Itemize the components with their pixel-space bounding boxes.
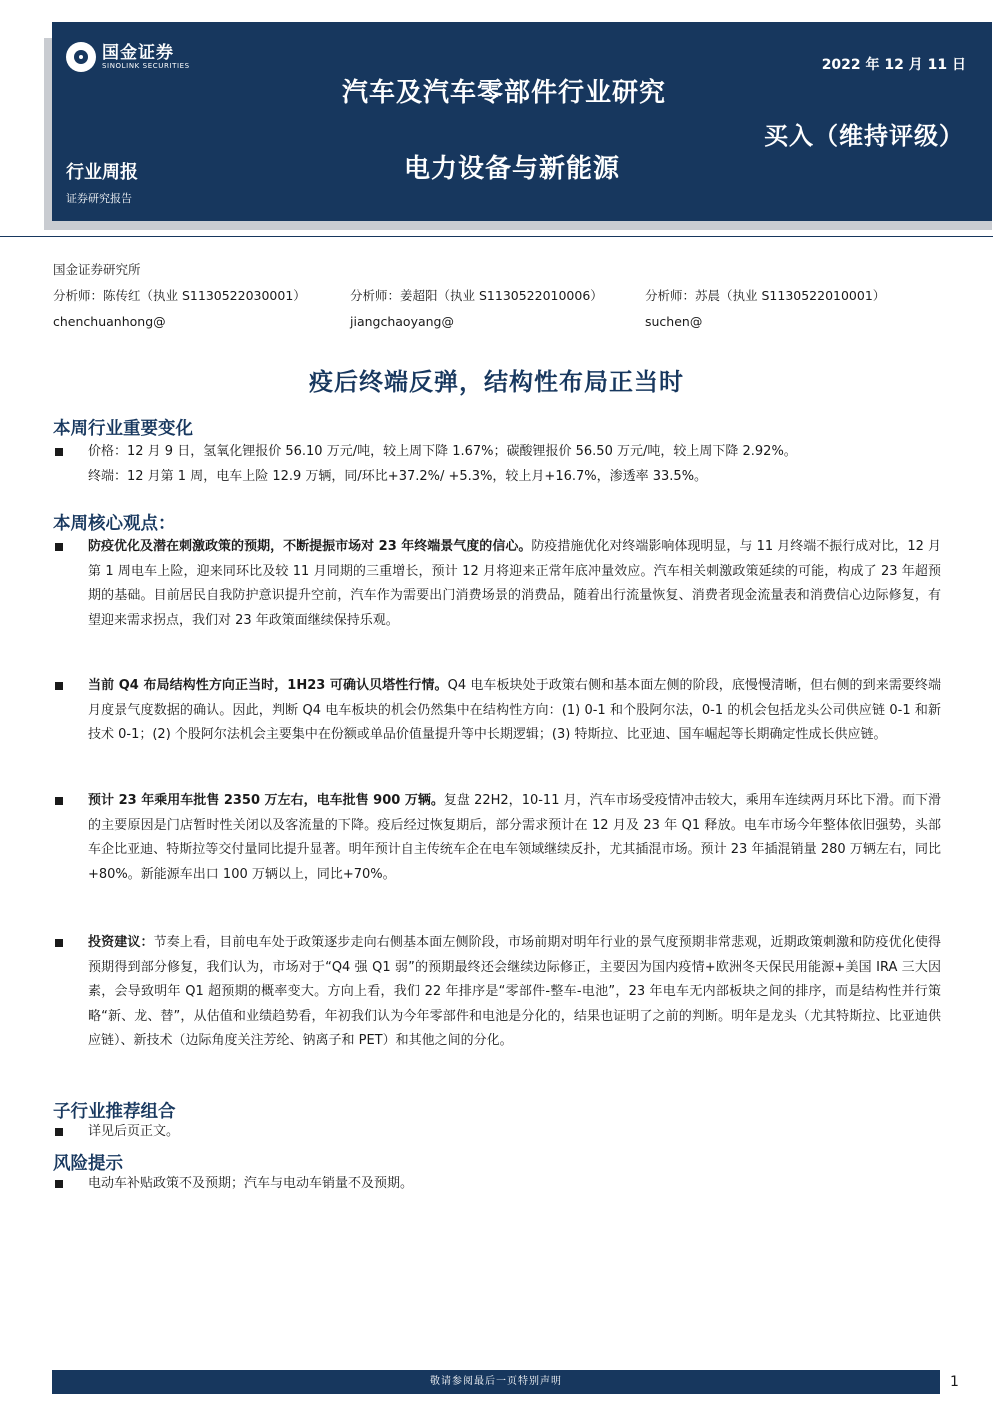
view-item-1-lead: 防疫优化及潜在刺激政策的预期，不断提振市场对 23 年终端景气度的信心。 bbox=[88, 539, 532, 554]
view-item-2-lead: 当前 Q4 布局结构性方向正当时，1H23 可确认贝塔性行情。 bbox=[88, 678, 448, 693]
view-item-3 bbox=[88, 789, 941, 887]
research-institute: 国金证券研究所 bbox=[53, 262, 141, 277]
analyst-2: 分析师：姜超阳（执业 S1130522010006） bbox=[350, 288, 603, 303]
analyst-1-email: chenchuanhong@ bbox=[53, 314, 166, 329]
header-divider bbox=[0, 236, 993, 237]
logo-text-cn: 国金证券 bbox=[102, 42, 174, 63]
bullet-icon bbox=[55, 797, 63, 805]
view-item-1 bbox=[88, 535, 941, 633]
view-item-4 bbox=[88, 931, 941, 1054]
section-heading-changes: 本周行业重要变化 bbox=[53, 419, 193, 439]
section-heading-risks: 风险提示 bbox=[53, 1154, 123, 1174]
page-number: 1 bbox=[950, 1374, 959, 1390]
analyst-3: 分析师：苏晨（执业 S1130522010001） bbox=[645, 288, 886, 303]
view-item-4-text: 节奏上看，目前电车处于政策逐步走向右侧基本面左侧阶段，市场前期对明年行业的景气度预期非常悲观，近期政策刺激和防疫优化使得预期得到部分修复，我们认为，市场对于“Q4 强 Q1 弱”的预期最终还会继续边际修正，主要因为国内疫情+欧洲冬天保民用能源+美国 IRA 三大因素，会导致明年 Q1 超预期的概率变大。方向上看，我们 22 年排序是“零部件-整车-电池”，23 年电车无内部板块之间的排序，而是结构性并行策略“新、龙、替”，从估值和业绩趋势看，年初我们认为今年零部件和电池是分化的，结果也证明了之前的判断。明年是龙头（尤其特斯拉、比亚迪供应链）、新技术（边际角度关注芳纶、钠离子和 PET）和其他之间的分化。 bbox=[88, 935, 941, 1048]
section-heading-views: 本周核心观点： bbox=[53, 514, 176, 534]
view-item-1-text: 防疫措施优化对终端影响体现明显，与 11 月终端不振行成对比，12 月第 1 周电车上险，迎来同环比及较 11 月同期的三重增长，预计 12 月将迎来正常年底冲量效应。汽车相关刺激政策延续的可能，构成了 23 年超预期的基础。目前居民自我防护意识提升空前，汽车作为需要出门消费场景的消费品，随着出行流量恢复、消费者现金流量表和消费信心边际修复，有望迎来需求拐点，我们对 23 年政策面继续保持乐观。 bbox=[88, 539, 941, 628]
view-item-3-lead: 预计 23 年乘用车批售 2350 万左右，电车批售 900 万辆。 bbox=[88, 793, 444, 808]
view-item-2-text: Q4 电车板块处于政策右侧和基本面左侧的阶段，底慢慢清晰，但右侧的到来需要终端月度景气度数据的确认。因此，判断 Q4 电车板块的机会仍然集中在结构性方向：(1) 0-1 和个股阿尔法，0-1 的机会包括龙头公司供应链 0-1 和新技术 0-1；(2) 个股阿尔法机会主要集中在份额或单品价值量提升等中长期逻辑；(3) 特斯拉、比亚迪、国车崛起等长期确定性成长供应链。 bbox=[88, 678, 941, 742]
footer-disclaimer: 敬请参阅最后一页特别声明 bbox=[52, 1370, 940, 1394]
analyst-3-email: suchen@ bbox=[645, 314, 703, 329]
rating-badge: 买入（维持评级） bbox=[764, 122, 964, 150]
section-heading-portfolio: 子行业推荐组合 bbox=[53, 1102, 176, 1122]
bullet-icon bbox=[55, 543, 63, 551]
report-type: 行业周报 bbox=[66, 162, 138, 183]
view-item-2 bbox=[88, 674, 941, 748]
changes-terminal-line: 终端：12 月第 1 周，电车上险 12.9 万辆，同/环比+37.2%/ +5.3%，较上月+16.7%，渗透率 33.5%。 bbox=[88, 468, 708, 484]
analyst-2-email: jiangchaoyang@ bbox=[350, 314, 454, 329]
bullet-icon bbox=[55, 1180, 63, 1188]
report-subtype: 证券研究报告 bbox=[66, 192, 132, 205]
changes-item bbox=[88, 440, 941, 489]
report-header bbox=[52, 22, 992, 221]
bullet-icon bbox=[55, 448, 63, 456]
bullet-icon bbox=[55, 1128, 63, 1136]
view-item-4-lead: 投资建议： bbox=[88, 935, 154, 950]
industry-subtitle: 电力设备与新能源 bbox=[404, 154, 621, 184]
page-title: 疫后终端反弹，结构性布局正当时 bbox=[309, 368, 684, 396]
view-item-3-text: 复盘 22H2，10-11 月，汽车市场受疫情冲击较大，乘用车连续两月环比下滑。而下滑的主要原因是门店暂时性关闭以及客流量的下降。疫后经过恢复期后，部分需求预计在 12 月及 23 年 Q1 释放。电车市场今年整体依旧强势，头部车企比亚迪、特斯拉等交付量同比提升显著。明年预计自主传统车企在电车领域继续反扑，尤其插混市场。预计 23 年插混销量 280 万辆左右，同比+80%。新能源车出口 100 万辆以上，同比+70%。 bbox=[88, 793, 941, 882]
risks-item: 电动车补贴政策不及预期；汽车与电动车销量不及预期。 bbox=[88, 1176, 414, 1191]
sinolink-logo-icon bbox=[66, 42, 96, 72]
logo-text-en: SINOLINK SECURITIES bbox=[102, 61, 190, 70]
changes-price-line: 价格：12 月 9 日，氢氧化锂报价 56.10 万元/吨，较上周下降 1.67%；碳酸锂报价 56.50 万元/吨，较上周下降 2.92%。 bbox=[88, 444, 797, 459]
bullet-icon bbox=[55, 939, 63, 947]
analyst-1: 分析师：陈传红（执业 S1130522030001） bbox=[53, 288, 306, 303]
portfolio-item: 详见后页正文。 bbox=[88, 1124, 180, 1139]
bullet-icon bbox=[55, 682, 63, 690]
report-date: 2022 年 12 月 11 日 bbox=[821, 57, 966, 73]
industry-title: 汽车及汽车零部件行业研究 bbox=[342, 78, 667, 108]
company-logo bbox=[66, 42, 190, 72]
